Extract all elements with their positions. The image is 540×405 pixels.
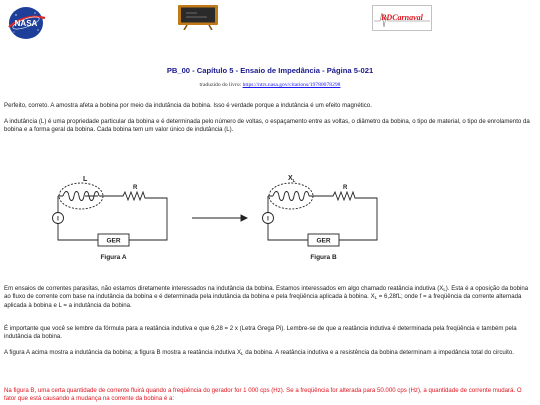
- arrow-icon: [192, 215, 247, 221]
- rdcarnaval-logo: [372, 5, 432, 31]
- p3-part-c: = 6,28fL; onde f = a freqüência da corrente alternada aplicada à bobina e L = a indutância da bobina.: [4, 293, 522, 309]
- source-line: [0, 82, 540, 88]
- p3-subscript-2: L: [374, 295, 378, 301]
- paragraph-4: É importante que você se lembre da fórmula para a reatância indutiva e que 6,28 = 2 x (Letra Grega Pi). Lembre-se de que a reatância indutiva é determinada pela freqüência e também pela indutância da bobina.: [4, 325, 517, 341]
- p5-subscript: L: [241, 351, 244, 356]
- source-link[interactable]: https://ntrs.nasa.gov/citations/19780078298: [242, 82, 341, 88]
- fig-b-caption: Figura B: [310, 254, 337, 261]
- question-paragraph: Na figura B, uma certa quantidade de corrente fluirá quando a freqüência do gerador for 1 000 cps (Hz). Se a freqüência for alterada para 50.000 cps (Hz), a quantidade de corrente mudará. O fator que está causando a mudança na corrente da bobina é a:: [4, 387, 522, 403]
- paragraph-2: A indutância (L) é uma propriedade particular da bobina e é determinada pelo número de voltas, o espaçamento entre as voltas, o diâmetro da bobina, o tipo de material, o tipo de enrolamento da bobina e a forma geral da bobina. Cada bobina tem um valor único de indutância (L).: [4, 118, 530, 134]
- p5-part-a: A figura A acima mostra a indutância da bobina; a figura B mostra a reatância indutiva X: [4, 349, 242, 356]
- paragraph-5: [4, 349, 532, 357]
- p3-subscript-1: L: [443, 287, 446, 292]
- p3-part-b: ). Esta é a oposição da bobina ao fluxo de corrente com base na indutância da bobina e é determinada pela indutância da bobina e pela freqüência aplicada à bobina. X: [4, 285, 529, 301]
- paragraph-3: [4, 285, 532, 310]
- p5-part-b: da bobina. A reatância indutiva e a resistência da bobina determinam a impedância total do circuito.: [243, 349, 514, 356]
- fig-a-coil-label: L: [83, 176, 88, 183]
- fig-b-generator-label: GER: [316, 237, 331, 245]
- nasa-logo: [5, 5, 47, 41]
- source-prefix: traduzido do livro:: [199, 82, 242, 88]
- fig-a-generator-label: GER: [106, 237, 121, 245]
- paragraph-1: Perfeito, correto. A amostra afeta a bobina por meio da indutância da bobina. Isso é verdade porque a indutância é um efeito magnético.: [4, 102, 372, 109]
- fig-a-caption: Figura A: [100, 254, 127, 261]
- p3-part-a: Em ensaios de correntes parasitas, não estamos diretamente interessados na indutância da bobina. Estamos interessados em algo chamado reatância indutiva (X: [4, 285, 444, 292]
- rdcarnaval-logo-text: RDCarnaval: [381, 13, 423, 22]
- fig-b-meter-label: I: [267, 216, 269, 223]
- fig-a-resistor-label: R: [133, 185, 138, 191]
- fig-b-resistor-label: R: [343, 185, 348, 191]
- circuit-figure: [45, 168, 385, 264]
- page-title: PB_00 - Capítulo 5 - Ensaio de Impedância - Página 5-021: [166, 66, 374, 75]
- fig-b-coil-label: $X_L$: [288, 175, 296, 183]
- nasa-logo-text: NASA: [14, 19, 38, 28]
- blackboard-icon: [177, 4, 219, 30]
- fig-a-meter-label: I: [57, 216, 59, 223]
